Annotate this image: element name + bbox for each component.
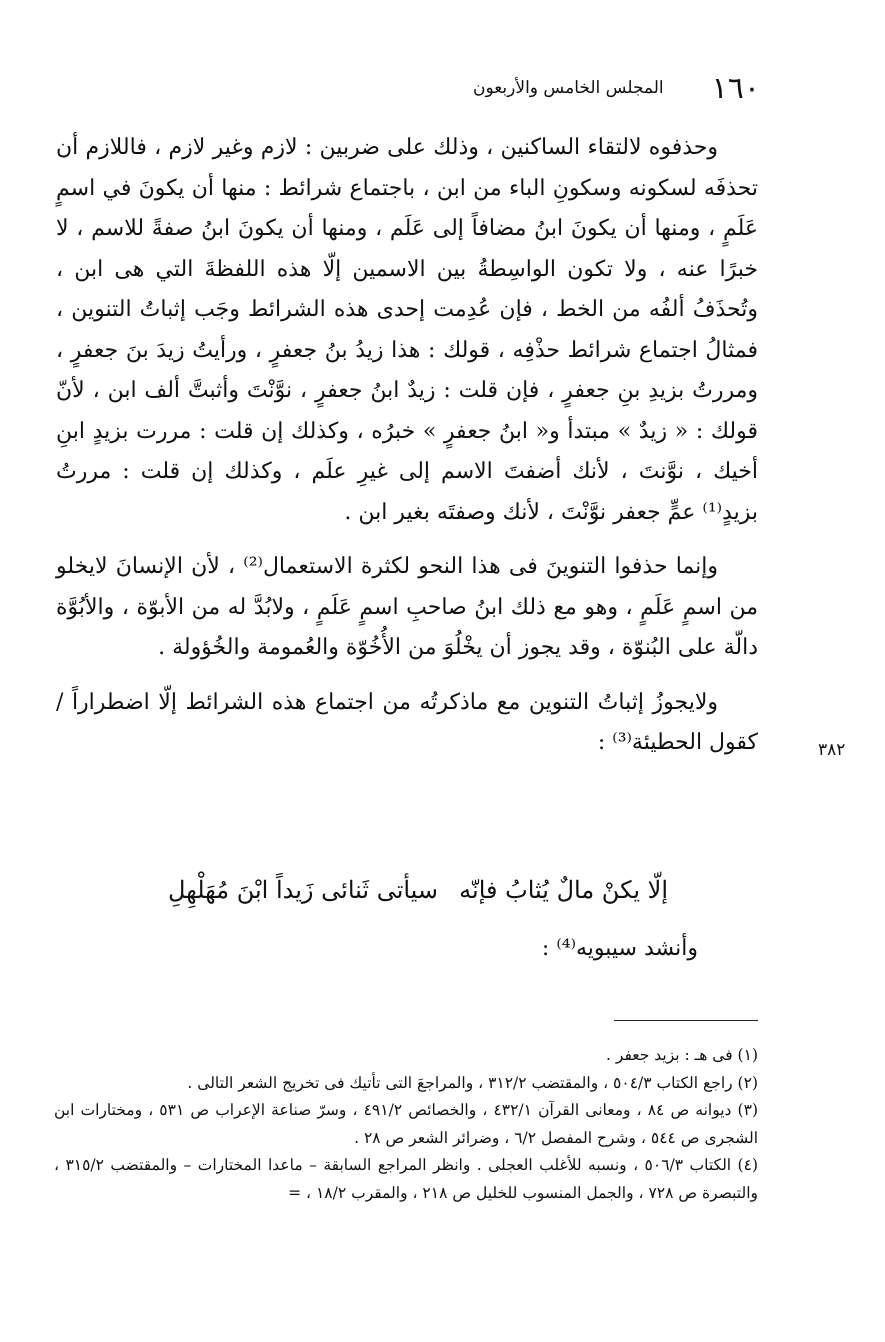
poetry-verse xyxy=(168,868,668,912)
footnotes xyxy=(54,1042,758,1207)
footnote-2: (٢) راجع الكتاب ٥٠٤/٣ ، والمقتضب ٣١٢/٢ ، والمراجعَ التى تأتيك فى تخريج الشعر التالى . xyxy=(187,1073,758,1092)
footnote-1: (١) فى هـ : بزيد جعفر . xyxy=(606,1046,758,1064)
running-title: المجلس الخامس والأربعون xyxy=(472,78,664,98)
quotation-intro: وأنشد سيبويه⁽⁴⁾ : xyxy=(541,936,698,961)
verse-hemistich-first: إلّا يكنْ مالٌ يُثابُ فإنّه xyxy=(459,876,668,904)
page-header xyxy=(320,68,760,108)
footnote-divider xyxy=(614,1020,758,1021)
page-number: ١٦٠ xyxy=(711,70,760,106)
main-text xyxy=(56,128,758,764)
footnote-3: (٣) ديوانه ص ٨٤ ، ومعانى القرآن ٤٣٢/١ ، والخصائص ٤٩١/٢ ، وسرّ صناعة الإعراب ص ٥٣١ ، ومختارات ابن الشجرى ص ٥٤٤ ، وشرح المفصل ٦/٢ ، وضرائر الشعر ص ٢٨ . xyxy=(54,1101,758,1147)
verse-hemistich-second: سيأتى ثَنائى زَيداً ابْنَ مُهَلْهِلِ xyxy=(168,876,439,904)
footnote-4: (٤) الكتاب ٥٠٦/٣ ، ونسبه للأغلب العجلى . وانظر المراجع السابقة – ماعدا المختارات – والمقتضب ٣١٥/٢ ، والتبصرة ص ٧٢٨ ، والجمل المنسوب للخليل ص ٢١٨ ، والمقرب ١٨/٢ ، = xyxy=(54,1156,758,1202)
paragraph-2: وإنما حذفوا التنوينَ فى هذا النحو لكثرة الاستعمال⁽²⁾ ، لأن الإنسانَ لايخلو من اسمٍ عَلَمٍ ، وهو مع ذلك ابنُ صاحبِ اسمٍ عَلَمٍ ، ولابُدَّ له من الأبوّة ، والأبُوَّة دالّة على البُنوّة ، وقد يجوز أن يخْلُوَ من الأُخُوّة والعُمومة والخُؤولة . xyxy=(56,554,758,660)
margin-page-reference: ٣٨٢ xyxy=(818,740,846,760)
paragraph-3: ولايجوزُ إثباتُ التنوين مع ماذكرتُه من اجتماع هذه الشرائط إلّا اضطراراً / كقول الحطيئة⁽³⁾ : xyxy=(56,689,758,755)
paragraph-1: وحذفوه لالتقاء الساكنين ، وذلك على ضربين : لازم وغير لازم ، فاللازم أن تحذفَه لسكونه وسكونِ الباء من ابن ، باجتماع شرائط : منها أن يكونَ في اسمٍ عَلَمٍ ، ومنها أن يكونَ ابنُ مضافاً إلى عَلَم ، ومنها أن يكونَ ابنُ صفةً للاسم ، لا خبرًا عنه ، ولا تكون الواسِطةُ بين الاسمين إلّا هذه اللفظةَ التي هى ابن ، وتُحذَفُ ألفُه من الخط ، فإن عُدِمت إحدى هذه الشرائط وجَب إثباتُ التنوين ، فمثالُ اجتماع شرائط حذْفِه ، قولك : هذا زيدُ بنُ جعفرٍ ، ورأيتُ زيدَ بنَ جعفرٍ ، ومررتُ بزيدِ بنِ جعفرٍ ، فإن قلت : زيدٌ ابنُ جعفرٍ ، نوَّنْتَ وأثبتَّ ألف ابن ، لأنّ قولك : « زيدٌ » مبتدأ و« ابنُ جعفرٍ » خبرُه ، وكذلك إن قلت : مررت بزيدٍ ابنِ أخيك ، نوَّنتَ ، لأنك أضفتَ الاسم إلى غيرِ علَم ، وكذلك إن قلت : مررتُ بزيدٍ⁽¹⁾ عمٍّ جعفر نوَّنْتَ ، لأنك وصفتَه بغير ابن . xyxy=(56,135,758,525)
